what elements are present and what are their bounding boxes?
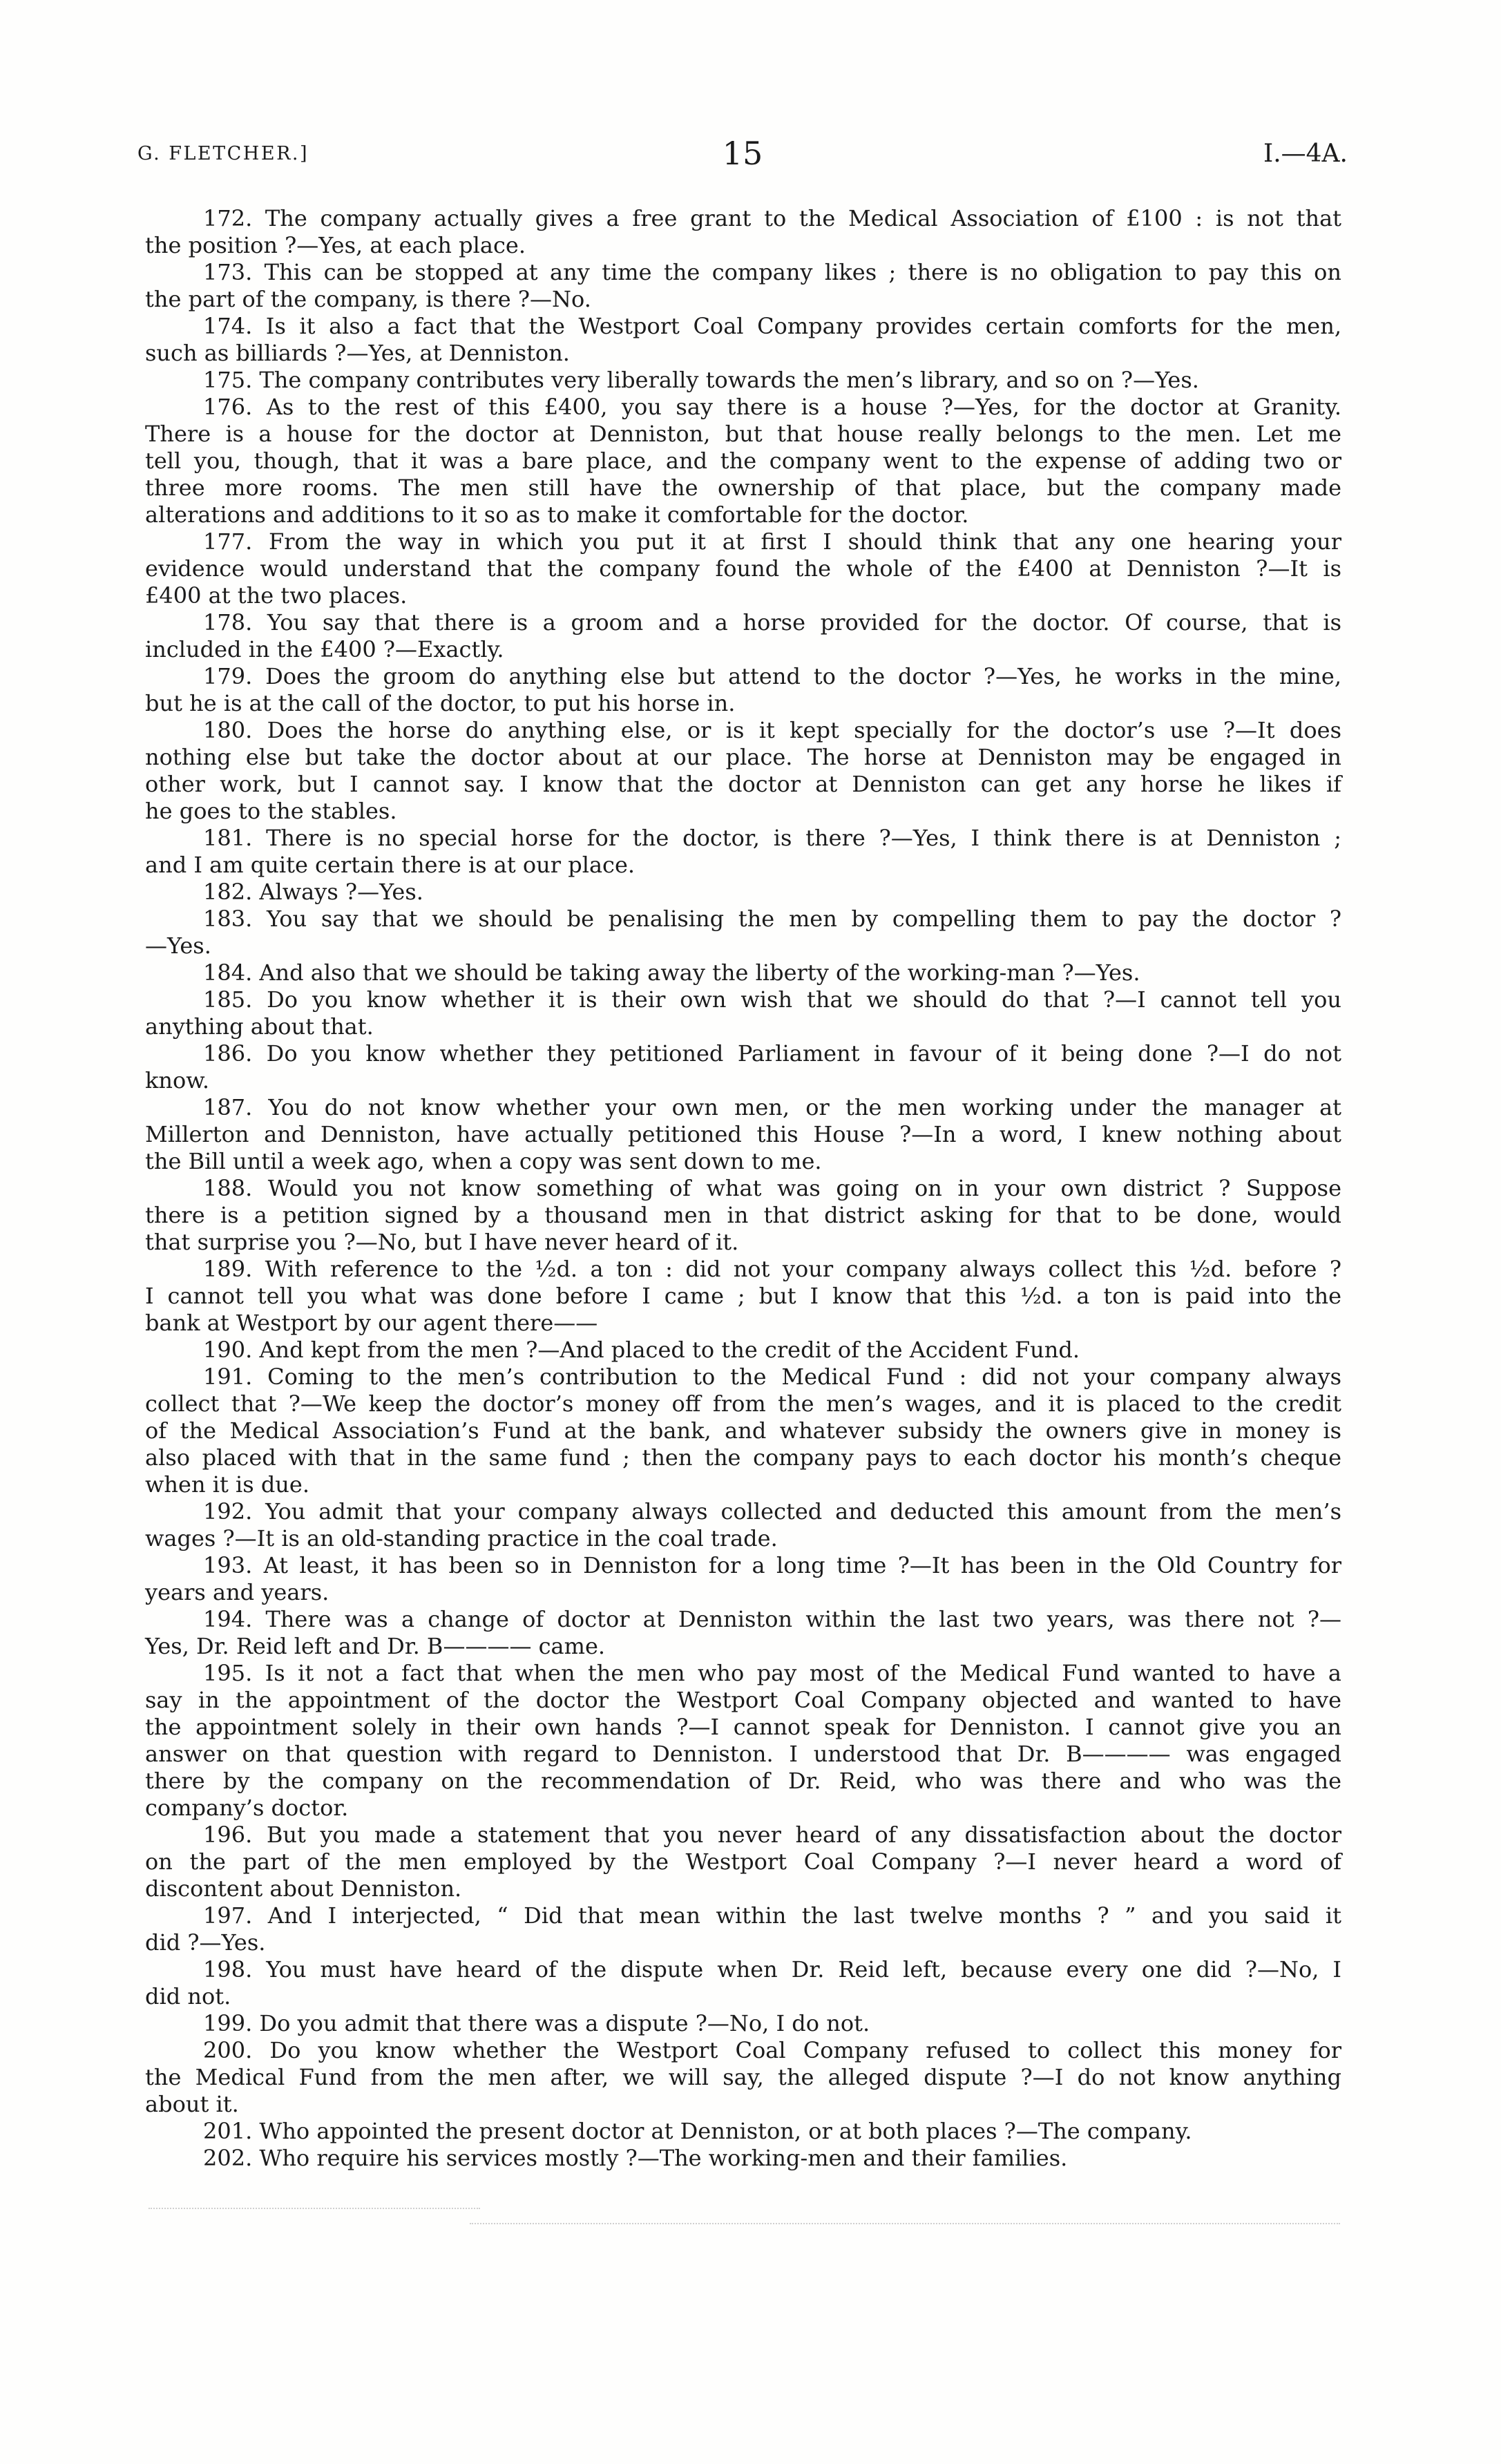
text-line: other work, but I cannot say. I know that the doctor at Denniston can get any horse he likes if — [145, 771, 1341, 797]
evidence-paragraph — [145, 959, 1341, 986]
text-line: when it is due. — [145, 1471, 310, 1498]
text-line: evidence would understand that the company found the whole of the £400 at Denniston ?—It is — [145, 555, 1341, 582]
text-line: —Yes. — [145, 933, 211, 959]
page-number: 15 — [722, 135, 763, 172]
question-number-line: 181. There is no special horse for the doctor, is there ?—Yes, I think there is at Denniston ; — [203, 825, 1341, 851]
text-line: three more rooms. The men still have the ownership of that place, but the company made — [145, 475, 1341, 501]
question-number-line: 193. At least, it has been so in Denniston for a long time ?—It has been in the Old Country for — [203, 1552, 1341, 1578]
question-number-line: 196. But you made a statement that you never heard of any dissatisfaction about the doctor — [203, 1822, 1341, 1848]
text-line: included in the £400 ?—Exactly. — [145, 636, 504, 662]
evidence-paragraph — [145, 1040, 1341, 1094]
text-line: the part of the company, is there ?—No. — [145, 286, 591, 312]
evidence-paragraph — [145, 1337, 1341, 1364]
question-number-line: 175. The company contributes very liberally towards the men’s library, and so on ?—Yes. — [203, 367, 1199, 393]
question-number-line: 172. The company actually gives a free grant to the Medical Association of £100 : is not that — [203, 205, 1341, 231]
evidence-paragraph — [145, 528, 1341, 609]
text-line: alterations and additions to it so as to make it comfortable for the doctor. — [145, 502, 969, 528]
question-number-line: 190. And kept from the men ?—And placed to the credit of the Accident Fund. — [203, 1337, 1080, 1363]
question-number-line: 182. Always ?—Yes. — [203, 879, 423, 905]
text-line: on the part of the men employed by the Westport Coal Company ?—I never heard a word of — [145, 1849, 1341, 1875]
question-number-line: 187. You do not know whether your own men, or the men working under the manager at — [203, 1094, 1341, 1120]
text-line: say in the appointment of the doctor the Westport Coal Company objected and wanted to have — [145, 1687, 1341, 1713]
text-line: did ?—Yes. — [145, 1929, 266, 1956]
evidence-body — [145, 205, 1341, 2172]
running-header — [137, 135, 1348, 171]
evidence-paragraph — [145, 609, 1341, 663]
question-number-line: 191. Coming to the men’s contribution to the Medical Fund : did not your company always — [203, 1364, 1341, 1390]
evidence-paragraph — [145, 205, 1341, 259]
evidence-paragraph — [145, 394, 1341, 528]
evidence-paragraph — [145, 1175, 1341, 1256]
text-line: I cannot tell you what was done before I came ; but I know that this ½d. a ton is paid into the — [145, 1283, 1341, 1309]
text-line: the appointment solely in their own hands ?—I cannot speak for Denniston. I cannot give you an — [145, 1714, 1341, 1740]
text-line: he goes to the stables. — [145, 798, 397, 824]
text-line: anything about that. — [145, 1013, 374, 1040]
text-line: the position ?—Yes, at each place. — [145, 232, 526, 258]
evidence-paragraph — [145, 1956, 1341, 2010]
text-line: the Medical Fund from the men after, we will say, the alleged dispute ?—I do not know anything — [145, 2064, 1341, 2090]
text-line: years and years. — [145, 1579, 329, 1605]
text-line: there by the company on the recommendation of Dr. Reid, who was there and who was the — [145, 1768, 1341, 1794]
witness-name: G. FLETCHER.] — [137, 142, 309, 164]
question-number-line: 173. This can be stopped at any time the company likes ; there is no obligation to pay this on — [203, 259, 1341, 285]
evidence-paragraph — [145, 879, 1341, 906]
evidence-paragraph — [145, 2037, 1341, 2118]
question-number-line: 183. You say that we should be penalising the men by compelling them to pay the doctor ? — [203, 906, 1341, 932]
evidence-paragraph — [145, 1822, 1341, 1902]
evidence-paragraph — [145, 259, 1341, 313]
text-line: and I am quite certain there is at our place. — [145, 852, 635, 878]
evidence-paragraph — [145, 2145, 1341, 2172]
question-number-line: 177. From the way in which you put it at first I should think that any one hearing your — [203, 528, 1341, 555]
question-number-line: 179. Does the groom do anything else but attend to the doctor ?—Yes, he works in the mine, — [203, 663, 1341, 689]
question-number-line: 174. Is it also a fact that the Westport Coal Company provides certain comforts for the men, — [203, 313, 1341, 339]
evidence-paragraph — [145, 1094, 1341, 1175]
evidence-paragraph — [145, 2010, 1341, 2037]
evidence-paragraph — [145, 2118, 1341, 2145]
text-line: the Bill until a week ago, when a copy was sent down to me. — [145, 1148, 822, 1174]
evidence-paragraph — [145, 906, 1341, 959]
text-line: but he is at the call of the doctor, to put his horse in. — [145, 690, 736, 716]
evidence-paragraph — [145, 1498, 1341, 1552]
text-line: Yes, Dr. Reid left and Dr. B———— came. — [145, 1633, 606, 1659]
question-number-line: 202. Who require his services mostly ?—The working-men and their families. — [203, 2145, 1068, 2171]
evidence-paragraph — [145, 1552, 1341, 1606]
text-line: Millerton and Denniston, have actually petitioned this House ?—In a word, I knew nothing about — [145, 1121, 1341, 1147]
text-line: collect that ?—We keep the doctor’s money off from the men’s wages, and it is placed to the credit — [145, 1391, 1341, 1417]
evidence-paragraph — [145, 1660, 1341, 1822]
text-line: of the Medical Association’s Fund at the bank, and whatever subsidy the owners give in money is — [145, 1417, 1341, 1444]
question-number-line: 200. Do you know whether the Westport Coal Company refused to collect this money for — [203, 2037, 1341, 2063]
evidence-paragraph — [145, 717, 1341, 825]
text-line: about it. — [145, 2091, 239, 2117]
question-number-line: 201. Who appointed the present doctor at Denniston, or at both places ?—The company. — [203, 2118, 1192, 2144]
text-line: answer on that question with regard to Denniston. I understood that Dr. B———— was engaged — [145, 1741, 1341, 1767]
question-number-line: 189. With reference to the ½d. a ton : did not your company always collect this ½d. before ? — [203, 1256, 1341, 1282]
evidence-paragraph — [145, 1256, 1341, 1337]
question-number-line: 186. Do you know whether they petitioned Parliament in favour of it being done ?—I do not — [203, 1040, 1341, 1067]
text-line: that surprise you ?—No, but I have never heard of it. — [145, 1229, 739, 1255]
question-number-line: 199. Do you admit that there was a dispute ?—No, I do not. — [203, 2010, 870, 2036]
scan-artifact — [149, 2208, 480, 2209]
evidence-paragraph — [145, 367, 1341, 394]
evidence-paragraph — [145, 313, 1341, 367]
evidence-paragraph — [145, 1606, 1341, 1660]
evidence-paragraph — [145, 986, 1341, 1040]
evidence-paragraph — [145, 1364, 1341, 1498]
question-number-line: 194. There was a change of doctor at Denniston within the last two years, was there not ?— — [203, 1606, 1341, 1632]
text-line: know. — [145, 1067, 210, 1093]
text-line: there is a petition signed by a thousand men in that district asking for that to be done, would — [145, 1202, 1341, 1228]
question-number-line: 197. And I interjected, “ Did that mean within the last twelve months ? ” and you said it — [203, 1902, 1341, 1929]
scan-artifact — [470, 2223, 1340, 2224]
question-number-line: 180. Does the horse do anything else, or is it kept specially for the doctor’s use ?—It does — [203, 717, 1341, 743]
question-number-line: 176. As to the rest of this £400, you say there is a house ?—Yes, for the doctor at Granity. — [203, 394, 1341, 420]
text-line: tell you, though, that it was a bare place, and the company went to the expense of adding two or — [145, 448, 1341, 474]
question-number-line: 195. Is it not a fact that when the men who pay most of the Medical Fund wanted to have a — [203, 1660, 1341, 1686]
text-line: discontent about Denniston. — [145, 1875, 462, 1902]
text-line: £400 at the two places. — [145, 582, 408, 609]
text-line: There is a house for the doctor at Denniston, but that house really belongs to the men. Let me — [145, 421, 1341, 447]
question-number-line: 178. You say that there is a groom and a horse provided for the doctor. Of course, that is — [203, 609, 1341, 636]
paper-reference: I.—4A. — [1263, 139, 1348, 168]
text-line: did not. — [145, 1983, 231, 2009]
text-line: nothing else but take the doctor about at our place. The horse at Denniston may be engaged in — [145, 744, 1341, 770]
question-number-line: 192. You admit that your company always collected and deducted this amount from the men’s — [203, 1498, 1341, 1525]
text-line: company’s doctor. — [145, 1795, 349, 1821]
question-number-line: 184. And also that we should be taking away the liberty of the working-man ?—Yes. — [203, 959, 1140, 986]
evidence-paragraph — [145, 663, 1341, 717]
text-line: also placed with that in the same fund ; then the company pays to each doctor his month’s cheque — [145, 1444, 1341, 1471]
question-number-line: 188. Would you not know something of what was going on in your own district ? Suppose — [203, 1175, 1341, 1201]
text-line: wages ?—It is an old-standing practice in the coal trade. — [145, 1525, 778, 1551]
question-number-line: 185. Do you know whether it is their own wish that we should do that ?—I cannot tell you — [203, 986, 1341, 1013]
question-number-line: 198. You must have heard of the dispute when Dr. Reid left, because every one did ?—No, I — [203, 1956, 1341, 1983]
text-line: bank at Westport by our agent there—— — [145, 1310, 598, 1336]
evidence-paragraph — [145, 1902, 1341, 1956]
text-line: such as billiards ?—Yes, at Denniston. — [145, 340, 570, 366]
evidence-paragraph — [145, 825, 1341, 879]
